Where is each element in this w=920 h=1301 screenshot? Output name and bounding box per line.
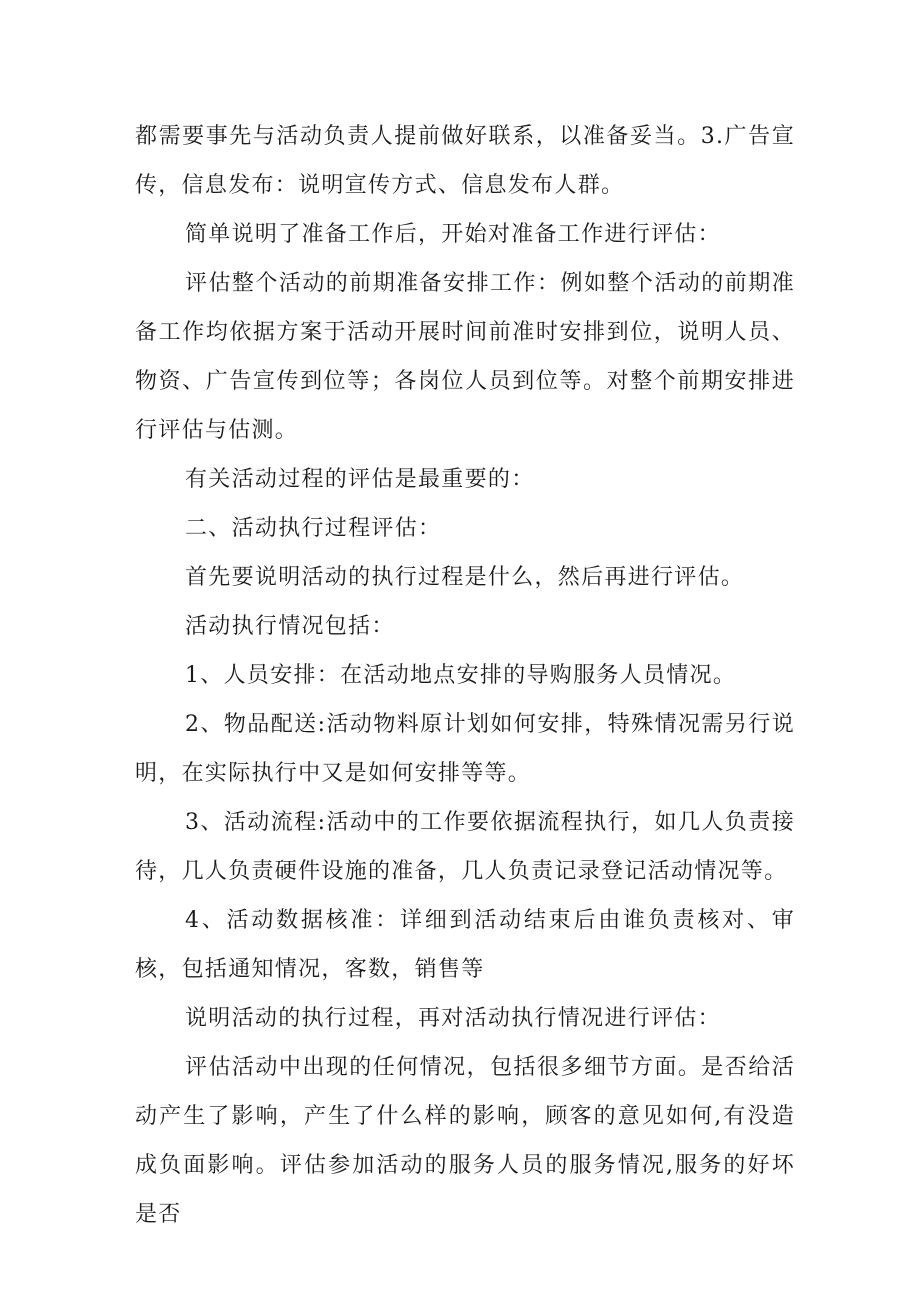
paragraph-2: 简单说明了准备工作后，开始对准备工作进行评估： <box>185 222 721 247</box>
section-heading-2: 二、活动执行过程评估： <box>185 516 442 541</box>
paragraph-12: 说明活动的执行过程，再对活动执行情况进行评估： <box>185 1006 721 1031</box>
paragraph-6: 首先要说明活动的执行过程是什么，然后再进行评估。 <box>185 565 745 590</box>
paragraph-13: 评估活动中出现的任何情况，包括很多细节方面。是否给活动产生了影响，产生了什么样的影响，顾客的意见如何,有没造成负面影响。评估参加活动的服务人员的服务情况,服务的好坏是否 <box>135 1055 795 1227</box>
paragraph-3: 评估整个活动的前期准备安排工作：例如整个活动的前期准备工作均依据方案于活动开展时间前准时安排到位，说明人员、物资、广告宣传到位等；各岗位人员到位等。对整个前期安排进行评估与估测。 <box>135 271 795 443</box>
list-item-4: 4、活动数据核准：详细到活动结束后由谁负责核对、审核，包括通知情况，客数，销售等 <box>135 908 795 982</box>
paragraph-7: 活动执行情况包括： <box>185 614 395 639</box>
document-body <box>135 112 795 1239</box>
list-item-1: 1、人员安排：在活动地点安排的导购服务人员情况。 <box>185 663 737 688</box>
list-item-3: 3、活动流程:活动中的工作要依据流程执行，如几人负责接待，几人负责硬件设施的准备，几人负责记录登记活动情况等。 <box>135 810 795 884</box>
paragraph-4: 有关活动过程的评估是最重要的： <box>185 467 535 492</box>
list-item-2: 2、物品配送:活动物料原计划如何安排，特殊情况需另行说明，在实际执行中又是如何安排等等。 <box>135 712 795 786</box>
paragraph-1: 都需要事先与活动负责人提前做好联系，以准备妥当。3.广告宣传，信息发布：说明宣传方式、信息发布人群。 <box>135 124 795 198</box>
